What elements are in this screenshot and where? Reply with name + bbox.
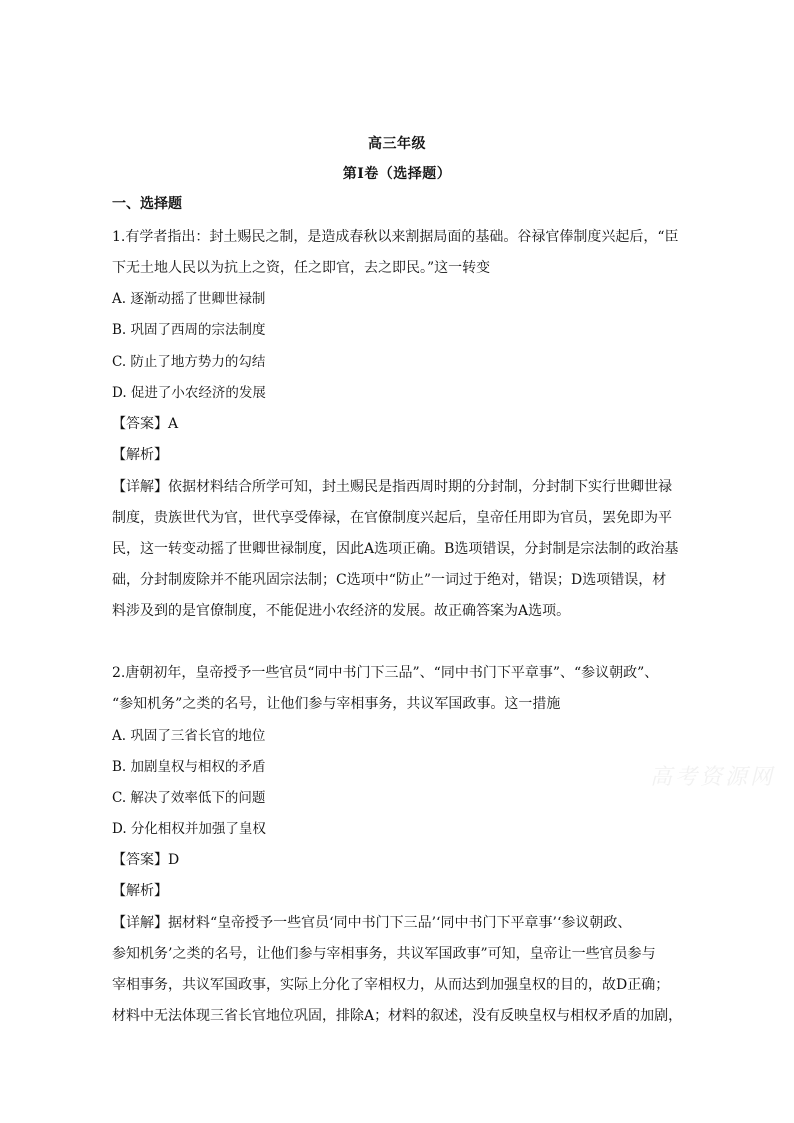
question-1-detail-line-4: 础，分封制废除并不能巩固宗法制；C选项中“防止”一词过于绝对，错误；D选项错误，材 [112, 572, 667, 588]
question-2-answer: 【答案】D [112, 852, 180, 868]
question-2-detail-line-1: 【详解】据材料“皇帝授予一些官员‘同中书门下三品’‘同中书门下平章事’‘参议朝政、 [112, 915, 632, 931]
section-heading: 一、选择题 [112, 196, 182, 212]
volume-title: 第Ⅰ卷（选择题） [342, 166, 452, 182]
question-1-option-c: C. 防止了地方势力的勾结 [112, 354, 266, 370]
question-2-detail-line-4: 材料中无法体现三省长官地位巩固，排除A；材料的叙述，没有反映皇权与相权矛盾的加剧， [112, 1008, 683, 1024]
question-2-stem-line-1: 2.唐朝初年，皇帝授予一些官员“同中书门下三品”、“同中书门下平章事”、“参议朝政”、 [112, 665, 659, 681]
question-1-option-a: A. 逐渐动摇了世卿世禄制 [112, 291, 266, 307]
question-2-detail-line-2: 参知机务’之类的名号，让他们参与宰相事务，共议军国政事”可知，皇帝让一些官员参与 [112, 946, 656, 962]
question-1-detail-line-1: 【详解】依据材料结合所学可知，封土赐民是指西周时期的分封制，分封制下实行世卿世禄 [112, 479, 672, 495]
watermark-logo: 高考资源网 [650, 765, 776, 790]
question-2-analysis-label: 【解析】 [112, 883, 168, 899]
question-2-option-a: A. 巩固了三省长官的地位 [112, 728, 266, 744]
question-1-stem-line-2: 下无土地人民以为抗上之资，任之即官，去之即民。”这一转变 [112, 260, 491, 276]
question-1-answer: 【答案】A [112, 416, 179, 432]
question-2-detail-line-3: 宰相事务，共议军国政事，实际上分化了宰相权力，从而达到加强皇权的目的，故D正确； [112, 977, 670, 993]
question-1-analysis-label: 【解析】 [112, 447, 168, 463]
question-1-stem-line-1: 1.有学者指出：封土赐民之制，是造成春秋以来割据局面的基础。谷禄官俸制度兴起后，“臣 [112, 229, 679, 245]
question-1-detail-line-5: 料涉及到的是官僚制度，不能促进小农经济的发展。故正确答案为A选项。 [112, 603, 571, 619]
question-2-option-d: D. 分化相权并加强了皇权 [112, 821, 266, 837]
question-1-option-d: D. 促进了小农经济的发展 [112, 385, 266, 401]
question-1-option-b: B. 巩固了西周的宗法制度 [112, 322, 266, 338]
question-2-stem-line-2: “参知机务”之类的名号，让他们参与宰相事务，共议军国政事。这一措施 [112, 696, 561, 712]
question-1-detail-line-2: 制度，贵族世代为官，世代享受俸禄，在官僚制度兴起后，皇帝任用即为官员，罢免即为平 [112, 510, 672, 526]
question-2-option-c: C. 解决了效率低下的问题 [112, 790, 266, 806]
question-2-option-b: B. 加剧皇权与相权的矛盾 [112, 759, 266, 775]
grade-title: 高三年级 [368, 136, 426, 152]
question-1-detail-line-3: 民，这一转变动摇了世卿世禄制度，因此A选项正确。B选项错误，分封制是宗法制的政治基 [112, 541, 679, 557]
